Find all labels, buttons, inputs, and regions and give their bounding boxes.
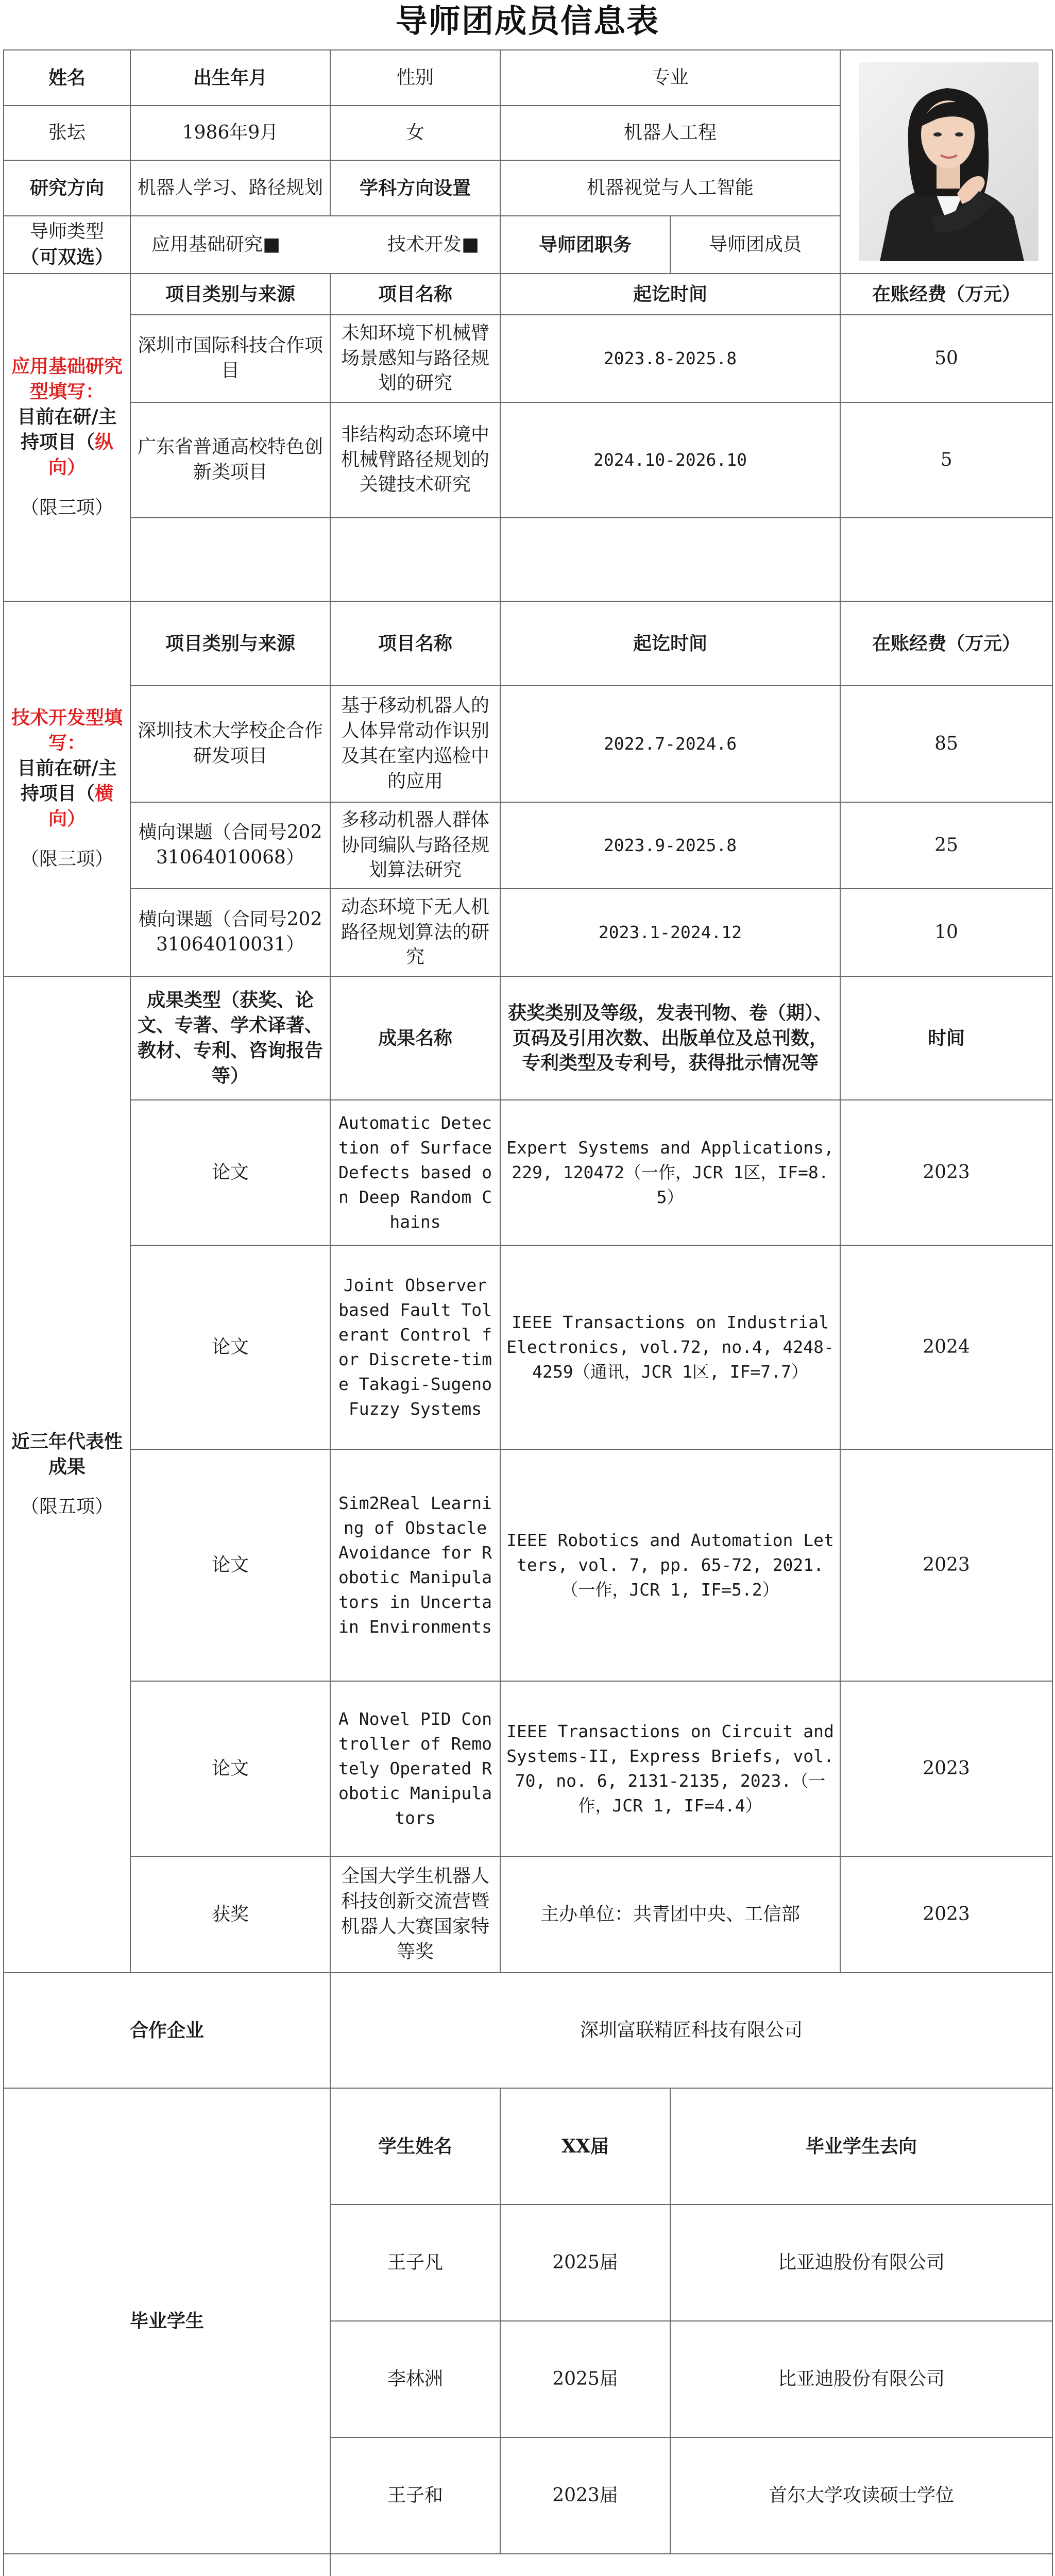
applied-row-2-category: 广东省普通高校特色创新类项目 — [130, 402, 330, 518]
team-role-value: 导师团成员 — [670, 216, 840, 274]
photo-cell — [840, 50, 1052, 274]
applied-section-label — [4, 274, 130, 601]
applied-row-1-category: 深圳市国际科技合作项目 — [130, 315, 330, 402]
discipline-label: 学科方向设置 — [330, 160, 500, 216]
applied-label-line5: 向） — [48, 456, 86, 478]
tech-label-line2: 写： — [48, 732, 86, 754]
tech-row-2-name: 多移动机器人群体协同编队与路径规划算法研究 — [330, 802, 500, 889]
graduate-1-name: 王子凡 — [330, 2205, 500, 2321]
achievement-3-name: Sim2Real Learning of Obstacle Avoidance for Robotic Manipulators in Uncertain Environments — [330, 1449, 500, 1681]
achievement-1-name: Automatic Detection of Surface Defects based on Deep Random Chains — [330, 1100, 500, 1245]
graduate-2-year: 2025届 — [500, 2321, 670, 2437]
applied-row-1-name: 未知环境下机械臂场景感知与路径规划的研究 — [330, 315, 500, 402]
applied-row-1-period: 2023.8-2025.8 — [500, 315, 840, 402]
achievement-name-header: 成果名称 — [330, 976, 500, 1100]
graduate-3-destination: 首尔大学攻读硕士学位 — [670, 2437, 1052, 2554]
applied-label-prefix: 持项目（ — [20, 431, 95, 453]
tech-funding-header: 在账经费（万元） — [840, 601, 1052, 686]
tech-row-2-category: 横向课题（合同号20231064010068） — [130, 802, 330, 889]
achievement-2-name: Joint Observer based Fault Tolerant Control for Discrete-time Takagi-Sugeno Fuzzy Systems — [330, 1245, 500, 1449]
applied-category-header: 项目类别与来源 — [130, 274, 330, 315]
applied-label-line1: 应用基础研究 — [11, 355, 123, 378]
requirements-value — [330, 2554, 1052, 2576]
tech-row-2-period: 2023.9-2025.8 — [500, 802, 840, 889]
applied-row-3-category-empty — [130, 518, 330, 601]
checked-square-icon: ■ — [263, 233, 281, 255]
tech-label-prefix: 持项目（ — [20, 783, 95, 804]
research-direction-label: 研究方向 — [4, 160, 130, 216]
mentor-type-option-applied[interactable] — [151, 232, 280, 258]
tech-section-label — [4, 601, 130, 976]
achievement-4-detail: IEEE Transactions on Circuit and Systems-II, Express Briefs, vol. 70, no. 6, 2131-2135, 2023.（一作，JCR 1, IF=4.4） — [500, 1681, 840, 1856]
requirements-label — [4, 2554, 330, 2576]
tech-name-header: 项目名称 — [330, 601, 500, 686]
applied-row-3-period-empty — [500, 518, 840, 601]
applied-row-3-funding-empty — [840, 518, 1052, 601]
partner-label: 合作企业 — [4, 1973, 330, 2088]
achievement-detail-header: 获奖类别及等级，发表刊物、卷（期）、页码及引用次数、出版单位及总刊数，专利类型及专利号，获得批示情况等 — [500, 976, 840, 1100]
achievement-5-detail: 主办单位：共青团中央、工信部 — [500, 1856, 840, 1973]
graduate-name-header: 学生姓名 — [330, 2088, 500, 2205]
achievement-5-type: 获奖 — [130, 1856, 330, 1973]
achievement-3-time: 2023 — [840, 1449, 1052, 1681]
mentor-type-options — [130, 216, 500, 274]
tech-row-1-category: 深圳技术大学校企合作研发项目 — [130, 686, 330, 802]
applied-funding-header: 在账经费（万元） — [840, 274, 1052, 315]
tech-label-line4 — [9, 781, 125, 806]
mentor-type-option-applied-label: 应用基础研究 — [151, 233, 263, 255]
checked-square-icon: ■ — [461, 233, 479, 255]
profile-photo — [859, 62, 1039, 261]
mentor-type-label-line1: 导师类型 — [29, 221, 104, 243]
achievement-2-type: 论文 — [130, 1245, 330, 1449]
applied-row-3-name-empty — [330, 518, 500, 601]
tech-row-3-name: 动态环境下无人机路径规划算法的研究 — [330, 889, 500, 976]
applied-row-2-period: 2024.10-2026.10 — [500, 402, 840, 518]
achievement-1-time: 2023 — [840, 1100, 1052, 1245]
graduate-1-destination: 比亚迪股份有限公司 — [670, 2205, 1052, 2321]
achievement-2-time: 2024 — [840, 1245, 1052, 1449]
graduates-label: 毕业学生 — [4, 2088, 330, 2554]
partner-value: 深圳富联精匠科技有限公司 — [330, 1973, 1052, 2088]
mentor-type-option-tech[interactable] — [387, 232, 479, 258]
graduate-2-destination: 比亚迪股份有限公司 — [670, 2321, 1052, 2437]
applied-label-limit: （限三项） — [20, 497, 113, 518]
achievement-5-name: 全国大学生机器人科技创新交流营暨机器人大赛国家特等奖 — [330, 1856, 500, 1973]
tech-row-1-period: 2022.7-2024.6 — [500, 686, 840, 802]
mentor-type-option-tech-label: 技术开发 — [387, 233, 462, 255]
applied-row-1-funding: 50 — [840, 315, 1052, 402]
tech-row-2-funding: 25 — [840, 802, 1052, 889]
tech-row-3-category: 横向课题（合同号20231064010031） — [130, 889, 330, 976]
achievement-2-detail: IEEE Transactions on Industrial Electronics, vol.72, no.4, 4248-4259（通讯，JCR 1区, IF=7.7） — [500, 1245, 840, 1449]
achievement-1-detail: Expert Systems and Applications, 229, 120472（一作，JCR 1区，IF=8.5） — [500, 1100, 840, 1245]
tech-label-line5: 向） — [48, 807, 86, 829]
achievement-4-time: 2023 — [840, 1681, 1052, 1856]
major-header: 专业 — [500, 50, 840, 106]
gender-value: 女 — [330, 106, 500, 160]
tech-label-emph: 横 — [95, 783, 114, 804]
achievement-4-type: 论文 — [130, 1681, 330, 1856]
applied-label-line2: 型填写： — [29, 381, 104, 403]
team-role-label: 导师团职务 — [500, 216, 670, 274]
tech-label-line3: 目前在研/主 — [17, 757, 117, 779]
applied-label-emph: 纵 — [95, 431, 114, 453]
achievement-3-type: 论文 — [130, 1449, 330, 1681]
achievements-limit: （限五项） — [20, 1496, 113, 1518]
applied-row-2-name: 非结构动态环境中机械臂路径规划的关键技术研究 — [330, 402, 500, 518]
graduate-3-year: 2023届 — [500, 2437, 670, 2554]
name-header: 姓名 — [4, 50, 130, 106]
achievement-3-detail: IEEE Robotics and Automation Letters, vol. 7, pp. 65-72, 2021.（一作，JCR 1, IF=5.2） — [500, 1449, 840, 1681]
tech-label-limit: （限三项） — [20, 848, 113, 870]
birth-value: 1986年9月 — [130, 106, 330, 160]
graduate-2-name: 李林洲 — [330, 2321, 500, 2437]
page-title: 导师团成员信息表 — [395, 2, 659, 40]
achievement-type-header: 成果类型（获奖、论文、专著、学术译著、教材、专利、咨询报告等） — [130, 976, 330, 1100]
tech-row-1-name: 基于移动机器人的人体异常动作识别及其在室内巡检中的应用 — [330, 686, 500, 802]
graduate-destination-header: 毕业学生去向 — [670, 2088, 1052, 2205]
achievement-5-time: 2023 — [840, 1856, 1052, 1973]
major-value: 机器人工程 — [500, 106, 840, 160]
applied-name-header: 项目名称 — [330, 274, 500, 315]
achievements-label: 近三年代表性成果 — [11, 1430, 123, 1478]
graduate-1-year: 2025届 — [500, 2205, 670, 2321]
graduate-3-name: 王子和 — [330, 2437, 500, 2554]
research-direction-value: 机器人学习、路径规划 — [130, 160, 330, 216]
achievement-1-type: 论文 — [130, 1100, 330, 1245]
applied-label-line4 — [9, 430, 125, 455]
achievement-time-header: 时间 — [840, 976, 1052, 1100]
tech-row-3-funding: 10 — [840, 889, 1052, 976]
discipline-value: 机器视觉与人工智能 — [500, 160, 840, 216]
name-value: 张坛 — [4, 106, 130, 160]
applied-label-line3: 目前在研/主 — [17, 406, 117, 428]
applied-period-header: 起讫时间 — [500, 274, 840, 315]
tech-label-line1: 技术开发型填 — [11, 707, 123, 729]
tech-category-header: 项目类别与来源 — [130, 601, 330, 686]
tech-row-1-funding: 85 — [840, 686, 1052, 802]
birth-header: 出生年月 — [130, 50, 330, 106]
tech-row-3-period: 2023.1-2024.12 — [500, 889, 840, 976]
mentor-type-label — [4, 216, 130, 274]
achievements-section-label — [4, 976, 130, 1973]
graduate-year-header: XX届 — [500, 2088, 670, 2205]
gender-header: 性别 — [330, 50, 500, 106]
achievement-4-name: A Novel PID Controller of Remotely Operated Robotic Manipulators — [330, 1681, 500, 1856]
mentor-info-table — [3, 49, 1053, 2576]
applied-row-2-funding: 5 — [840, 402, 1052, 518]
tech-period-header: 起讫时间 — [500, 601, 840, 686]
mentor-type-label-line2: （可双选） — [20, 246, 113, 268]
